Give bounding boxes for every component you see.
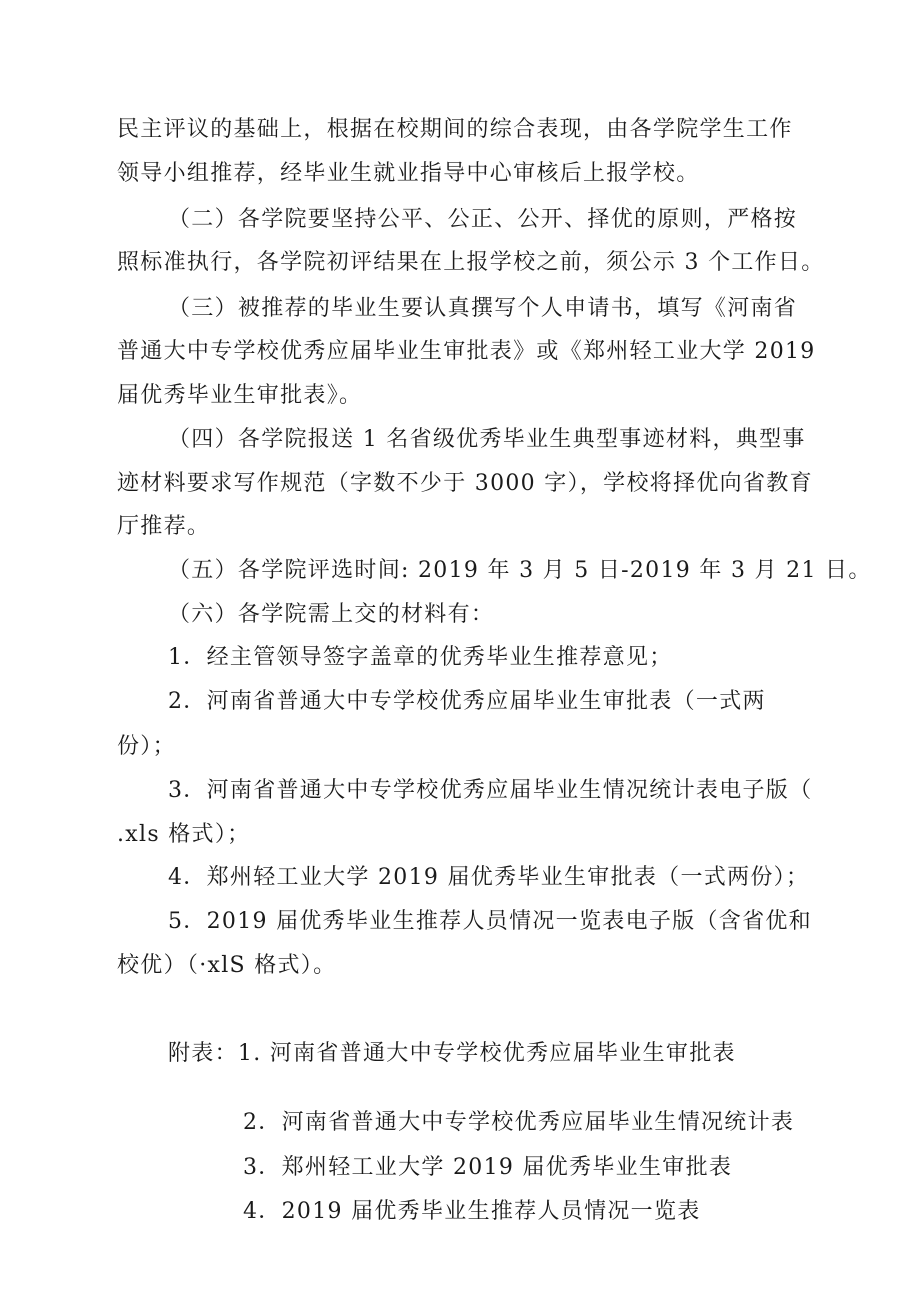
attachments-heading [168, 1039, 736, 1069]
list-item-continuation: 校优）（·xlS 格式）。 [117, 953, 337, 978]
list-item: 2．河南省普通大中专学校优秀应届毕业生审批表（一式两 [168, 689, 766, 714]
paragraph-line: 厅推荐。 [117, 514, 211, 539]
paragraph-line: 迹材料要求写作规范（字数不少于 3000 字），学校将择优向省教育 [117, 471, 813, 496]
list-item: 3．河南省普通大中专学校优秀应届毕业生情况统计表电子版（ [168, 778, 813, 803]
list-item: 4．郑州轻工业大学 2019 届优秀毕业生审批表（一式两份）； [168, 865, 810, 890]
attachments-label: 附表： [168, 1041, 238, 1066]
paragraph-line: 民主评议的基础上，根据在校期间的综合表现，由各学院学生工作 [117, 117, 793, 142]
paragraph-line: 届优秀毕业生审批表》。 [117, 383, 363, 408]
paragraph-line: （二）各学院要坚持公平、公正、公开、择优的原则，严格按 [168, 207, 798, 232]
paragraph-line: （五）各学院评选时间: 2019 年 3 月 5 日-2019 年 3 月 21 日。 [168, 558, 872, 583]
attachment-item: 2．河南省普通大中专学校优秀应届毕业生情况统计表 [243, 1110, 795, 1135]
list-item: 5．2019 届优秀毕业生推荐人员情况一览表电子版（含省优和 [168, 909, 812, 934]
list-item-continuation: .xls 格式）； [117, 822, 251, 847]
paragraph-line: 照标准执行，各学院初评结果在上报学校之前，须公示 3 个工作日。 [117, 250, 825, 275]
list-item: 1．经主管领导签字盖章的优秀毕业生推荐意见； [168, 645, 673, 670]
attachment-item: 3．郑州轻工业大学 2019 届优秀毕业生审批表 [243, 1155, 733, 1180]
paragraph-line: 普通大中专学校优秀应届毕业生审批表》或《郑州轻工业大学 2019 [117, 339, 816, 364]
list-item-continuation: 份）； [117, 734, 176, 759]
attachment-item: 4．2019 届优秀毕业生推荐人员情况一览表 [243, 1199, 701, 1224]
paragraph-line: （六）各学院需上交的材料有： [168, 602, 495, 627]
attachment-item: 1. 河南省普通大中专学校优秀应届毕业生审批表 [237, 1041, 736, 1066]
paragraph-line: （三）被推荐的毕业生要认真撰写个人申请书，填写《河南省 [168, 296, 798, 321]
paragraph-line: 领导小组推荐，经毕业生就业指导中心审核后上报学校。 [117, 161, 700, 186]
paragraph-line: （四）各学院报送 1 名省级优秀毕业生典型事迹材料，典型事 [168, 427, 806, 452]
